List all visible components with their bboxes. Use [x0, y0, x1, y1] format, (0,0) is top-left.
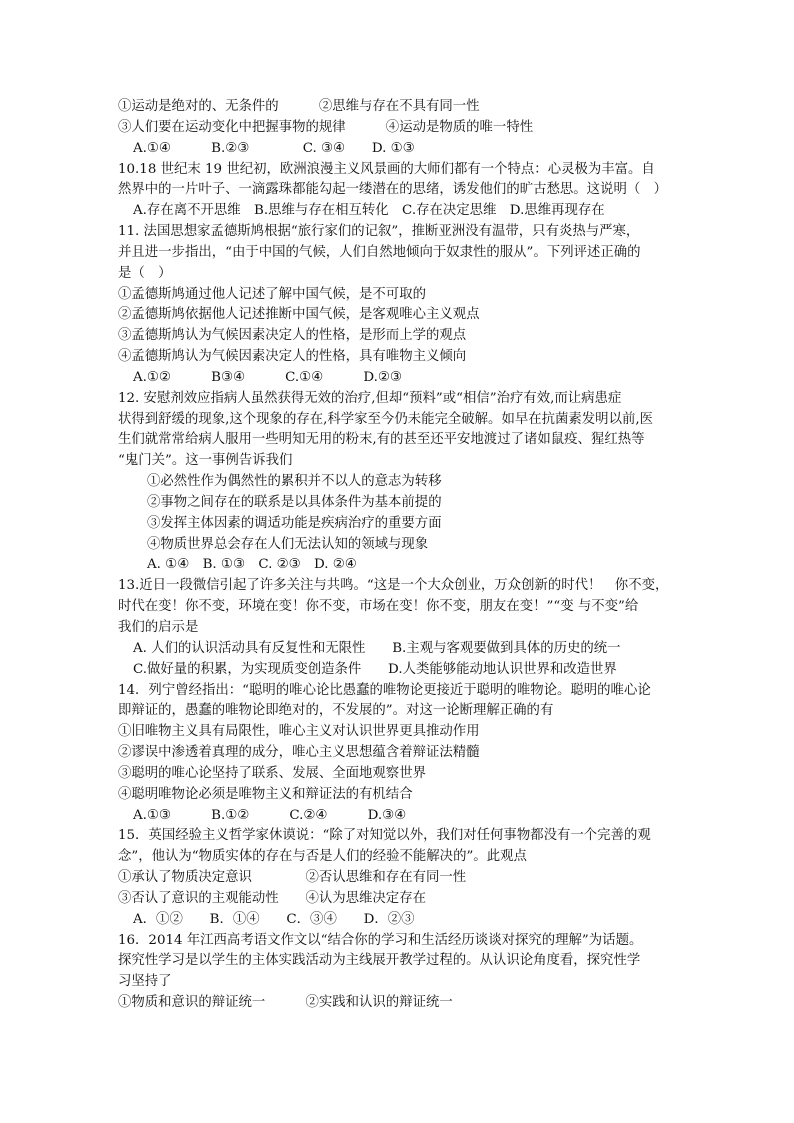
q13-options-a-b: A. 人们的认识活动具有反复性和无限性 B.主观与客观要做到具体的历史的统一: [133, 641, 621, 656]
q16-stem-line-2: 探究性学习是以学生的主体实践活动为主线展开教学过程的。从认识论角度看，探究性学: [118, 953, 641, 968]
q14-statement-3: ③聪明的唯心论坚持了联系、发展、全面地观察世界: [118, 766, 426, 781]
q13-options-c-d: C.做好量的积累，为实现质变创造条件 D.人类能够能动地认识世界和改造世界: [133, 662, 617, 677]
q9-statements-3-4: ③人们要在运动变化中把握事物的规律 ④运动是物质的唯一特性: [118, 120, 534, 135]
q15-stem-line-2: 念”，他认为“物质实体的存在与否是人们的经验不能解决的”。此观点: [118, 849, 527, 864]
q14-stem-line-1: 14．列宁曾经指出：“聪明的唯心论比愚蠢的唯物论更接近于聪明的唯物论。聪明的唯心论: [118, 683, 651, 698]
q11-statement-3: ③孟德斯鸠认为气候因素决定人的性格，是形而上学的观点: [118, 328, 467, 343]
q13-stem-line-3: 我们的启示是: [118, 620, 199, 635]
q11-stem-line-1: 11. 法国思想家孟德斯鸠根据“旅行家们的记叙”，推断亚洲没有温带，只有炎热与严寒，: [118, 224, 640, 239]
q15-statements-3-4: ③否认了意识的主观能动性 ④认为思维决定存在: [118, 891, 426, 906]
q12-stem-line-1: 12. 安慰剂效应指病人虽然获得无效的治疗,但却“预料”或“相信”治疗有效,而让病患症: [118, 391, 622, 406]
q12-stem-line-3: 生们就常常给病人服用一些明知无用的粉末,有的甚至还平安地渡过了诸如鼠疫、猩红热等: [118, 432, 645, 447]
q12-statement-1: ①必然性作为偶然性的累积并不以人的意志为转移: [147, 474, 442, 489]
q13-stem-line-1: 13.近日一段微信引起了许多关注与共鸣。“这是一个大众创业，万众创新的时代！ 你不变，: [118, 578, 669, 593]
q16-statements-1-2: ①物质和意识的辩证统一 ②实践和认识的辩证统一: [118, 995, 453, 1010]
q9-options: A.①④ B.②③ C. ③④ D. ①③: [133, 141, 415, 156]
q10-stem-line-1: 10.18 世纪末 19 世纪初，欧洲浪漫主义风景画的大师们都有一个特点：心灵极为丰富。自: [118, 162, 655, 177]
q12-statement-3: ③发挥主体因素的调适功能是疾病治疗的重要方面: [147, 516, 442, 531]
q11-statement-4: ④孟德斯鸠认为气候因素决定人的性格，具有唯物主义倾向: [118, 349, 467, 364]
q13-stem-line-2: 时代在变！你不变，环境在变！你不变，市场在变！你不变，朋友在变！”“变 与不变”给: [118, 599, 639, 614]
q9-statements-1-2: ①运动是绝对的、无条件的 ②思维与存在不具有同一性: [118, 99, 480, 114]
q11-statement-2: ②孟德斯鸠依据他人记述推断中国气候，是客观唯心主义观点: [118, 307, 480, 322]
q14-stem-line-2: 即辩证的，愚蠢的唯物论即绝对的，不发展的”。对这一论断理解正确的有: [118, 703, 554, 718]
q14-statement-2: ②谬误中渗透着真理的成分，唯心主义思想蕴含着辩证法精髓: [118, 745, 480, 760]
q12-stem-line-2: 状得到舒缓的现象,这个现象的存在,科学家至今仍未能完全破解。如早在抗菌素发明以前,医: [118, 412, 654, 427]
q14-statement-1: ①旧唯物主义具有局限性，唯心主义对认识世界更具推动作用: [118, 724, 480, 739]
q10-options: A.存在离不开思维 B.思维与存在相互转化 C.存在决定思维 D.思维再现存在: [133, 203, 605, 218]
q14-statement-4: ④聪明唯物论必须是唯物主义和辩证法的有机结合: [118, 787, 413, 802]
q11-stem-line-2: 并且进一步指出，“由于中国的气候，人们自然地倾向于奴隶性的服从”。下列评述正确的: [118, 245, 641, 260]
q10-stem-line-2: 然界中的一片叶子、一滴露珠都能勾起一缕潜在的思绪，诱发他们的旷古愁思。这说明（ ）: [118, 182, 668, 197]
q12-statement-2: ②事物之间存在的联系是以具体条件为基本前提的: [147, 495, 442, 510]
q12-statement-4: ④物质世界总会存在人们无法认知的领域与现象: [147, 537, 429, 552]
q12-stem-line-4: “鬼门关”。这一事例告诉我们: [118, 453, 293, 468]
q15-stem-line-1: 15．英国经验主义哲学家休谟说：“除了对知觉以外，我们对任何事物都没有一个完善的观: [118, 828, 651, 843]
q11-stem-line-3: 是（ ）: [118, 266, 172, 281]
q14-options: A.①③ B.①② C.②④ D.③④: [133, 808, 407, 823]
q15-statements-1-2: ①承认了物质决定意识 ②否认思维和存在有同一性: [118, 870, 467, 885]
q16-stem-line-1: 16．2014 年江西高考语文作文以“结合你的学习和生活经历谈谈对探究的理解”为话题。: [118, 933, 643, 948]
q11-options: A.①② B③④ C.①④ D.②③: [133, 370, 402, 385]
q12-options: A. ①④ B. ①③ C. ②③ D. ②④: [147, 557, 357, 572]
q16-stem-line-3: 习坚持了: [118, 974, 172, 989]
q15-options: A．①② B．①④ C．③④ D．②③: [133, 912, 415, 927]
q11-statement-1: ①孟德斯鸠通过他人记述了解中国气候，是不可取的: [118, 287, 426, 302]
